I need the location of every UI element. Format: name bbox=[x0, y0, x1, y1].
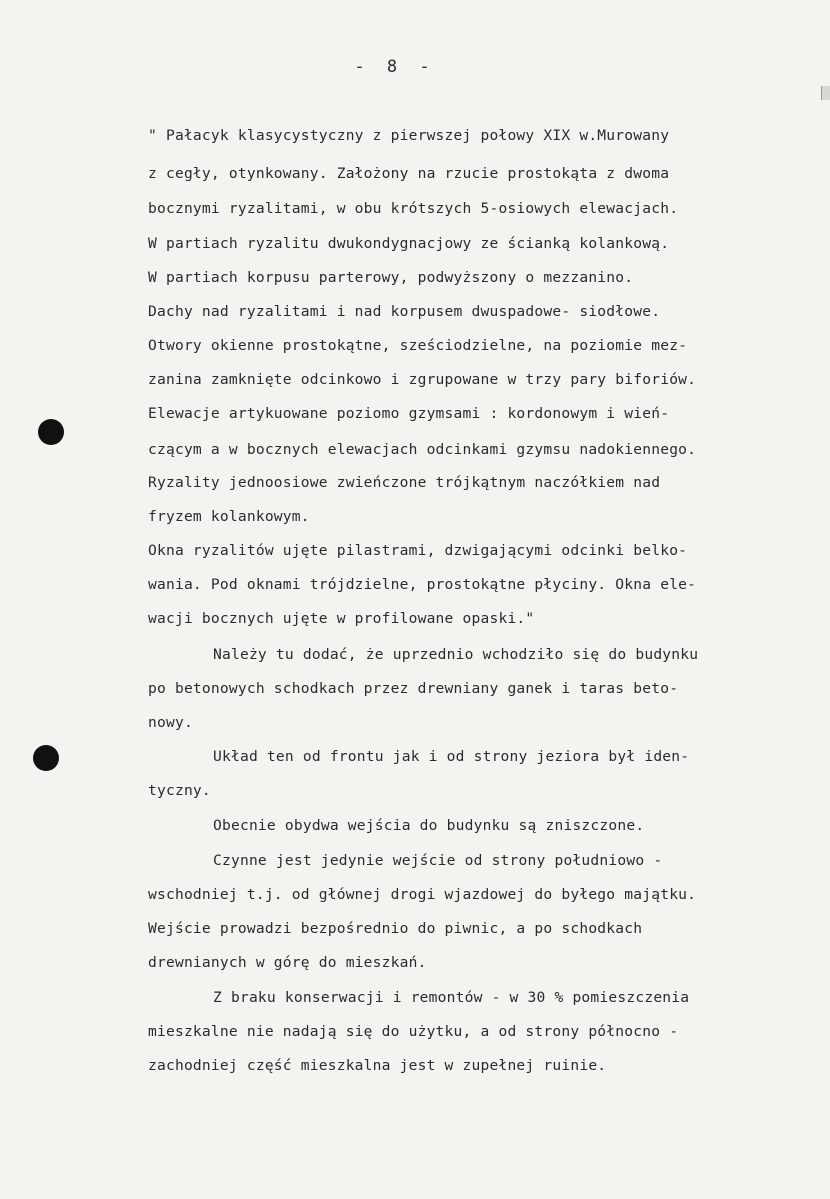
punch-hole-bottom bbox=[33, 745, 59, 771]
text-line: wania. Pod oknami trójdzielne, prostokątne płyciny. Okna ele- bbox=[148, 576, 697, 593]
text-line: drewnianych w górę do mieszkań. bbox=[148, 954, 427, 971]
text-line: Z braku konserwacji i remontów - w 30 % pomieszczenia bbox=[213, 989, 690, 1006]
text-line: Elewacje artykuowane poziomo gzymsami : kordonowym i wień- bbox=[148, 405, 670, 422]
text-line: po betonowych schodkach przez drewniany ganek i taras beto- bbox=[148, 680, 679, 697]
text-line: czącym a w bocznych elewacjach odcinkami gzymsu nadokiennego. bbox=[148, 441, 697, 458]
punch-hole-top bbox=[38, 419, 64, 445]
text-line: bocznymi ryzalitami, w obu krótszych 5-osiowych elewacjach. bbox=[148, 200, 679, 217]
text-line: Układ ten od frontu jak i od strony jeziora był iden- bbox=[213, 748, 690, 765]
text-line: mieszkalne nie nadają się do użytku, a od strony północno - bbox=[148, 1023, 679, 1040]
text-line: Dachy nad ryzalitami i nad korpusem dwuspadowe- siodłowe. bbox=[148, 303, 661, 320]
corner-mark bbox=[821, 86, 830, 100]
text-line: zachodniej część mieszkalna jest w zupełnej ruinie. bbox=[148, 1057, 607, 1074]
text-line: wschodniej t.j. od głównej drogi wjazdowej do byłego majątku. bbox=[148, 886, 697, 903]
page-number: - 8 - bbox=[354, 57, 436, 77]
text-line: Otwory okienne prostokątne, sześciodzielne, na poziomie mez- bbox=[148, 337, 688, 354]
text-line: Należy tu dodać, że uprzednio wchodziło się do budynku bbox=[213, 646, 699, 663]
text-line: z cegły, otynkowany. Założony na rzucie prostokąta z dwoma bbox=[148, 165, 670, 182]
text-line: Obecnie obydwa wejścia do budynku są zniszczone. bbox=[213, 817, 645, 834]
text-line: " Pałacyk klasycystyczny z pierwszej połowy XIX w.Murowany bbox=[148, 127, 670, 144]
text-line: tyczny. bbox=[148, 782, 211, 799]
text-line: wacji bocznych ujęte w profilowane opaski." bbox=[148, 610, 535, 627]
text-line: W partiach korpusu parterowy, podwyższony o mezzanino. bbox=[148, 269, 634, 286]
text-line: Czynne jest jedynie wejście od strony południowo - bbox=[213, 852, 663, 869]
text-line: nowy. bbox=[148, 714, 193, 731]
text-line: fryzem kolankowym. bbox=[148, 508, 310, 525]
text-line: zanina zamknięte odcinkowo i zgrupowane w trzy pary biforiów. bbox=[148, 371, 697, 388]
text-line: W partiach ryzalitu dwukondygnacjowy ze ścianką kolankową. bbox=[148, 235, 670, 252]
text-line: Wejście prowadzi bezpośrednio do piwnic, a po schodkach bbox=[148, 920, 643, 937]
text-line: Okna ryzalitów ujęte pilastrami, dzwigającymi odcinki belko- bbox=[148, 542, 688, 559]
text-line: Ryzality jednoosiowe zwieńczone trójkątnym naczółkiem nad bbox=[148, 474, 661, 491]
